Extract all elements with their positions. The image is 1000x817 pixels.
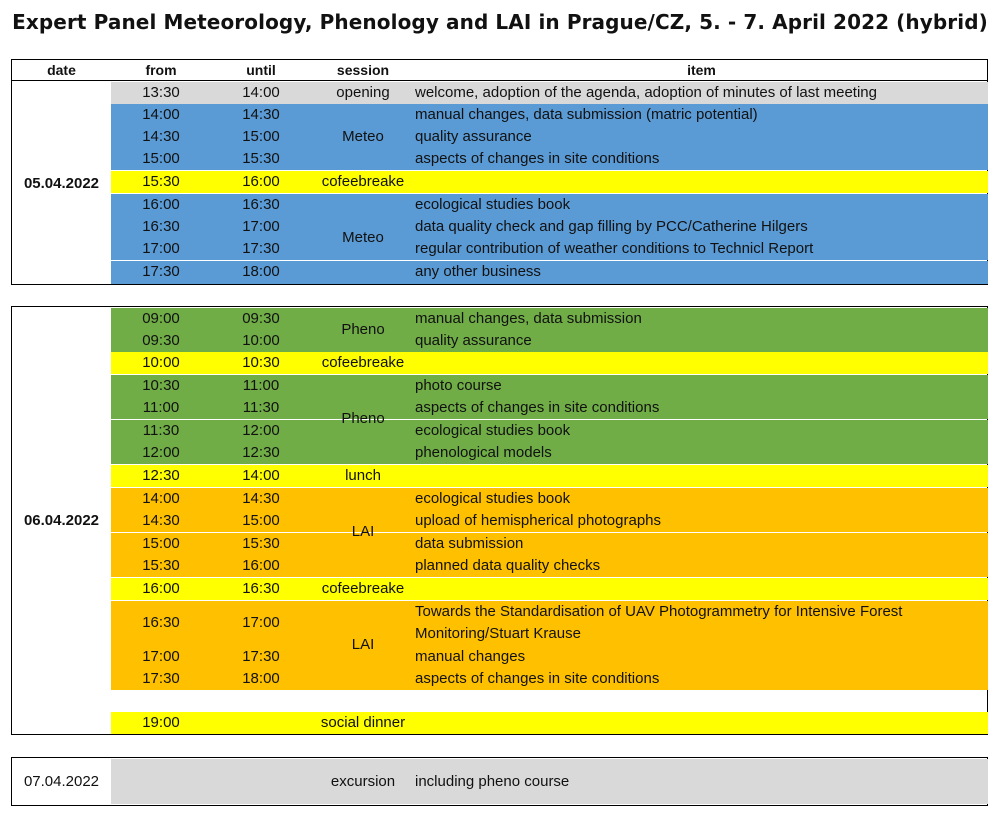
from-time: 14:30 (142, 512, 180, 529)
table-row (111, 465, 988, 487)
until-time: 16:30 (242, 580, 280, 597)
table-row (111, 330, 988, 352)
until-time: 15:00 (242, 128, 280, 145)
from-time: 14:00 (142, 106, 180, 123)
from-time: 10:30 (142, 377, 180, 394)
from-time: 09:00 (142, 310, 180, 327)
until-time: 17:00 (242, 614, 280, 631)
from-time: 16:30 (142, 218, 180, 235)
agenda-item: manual changes, data submission (matric potential) (415, 106, 758, 123)
from-time: 12:30 (142, 467, 180, 484)
from-time: 15:00 (142, 535, 180, 552)
agenda-item: welcome, adoption of the agenda, adoption of minutes of last meeting (415, 84, 877, 101)
agenda-item: manual changes (415, 648, 526, 665)
table-row (111, 308, 988, 330)
from-time: 14:30 (142, 128, 180, 145)
from-time: 19:00 (142, 714, 180, 731)
until-time: 09:30 (242, 310, 280, 327)
until-time: 18:00 (242, 670, 280, 687)
until-time: 16:00 (242, 173, 280, 190)
table-row (111, 420, 988, 442)
session-label: excursion (330, 773, 396, 790)
table-row (111, 397, 988, 419)
table-row (111, 126, 988, 148)
day1-block (11, 80, 988, 285)
until-time: 15:30 (242, 150, 280, 167)
table-row (111, 194, 988, 216)
day2-date: 06.04.2022 (23, 512, 100, 529)
table-row (111, 442, 988, 464)
table-row (111, 104, 988, 126)
agenda-item-continued: Monitoring/Stuart Krause (415, 625, 581, 642)
day3-date: 07.04.2022 (23, 773, 100, 790)
session-label: Pheno (341, 321, 385, 338)
header-until: until (246, 62, 276, 78)
session-label: LAI (351, 523, 375, 540)
agenda-item: aspects of changes in site conditions (415, 670, 660, 687)
header-item: item (687, 62, 716, 78)
until-time: 17:00 (242, 218, 280, 235)
agenda-item: any other business (415, 263, 541, 280)
table-row (111, 238, 988, 260)
from-time: 15:00 (142, 150, 180, 167)
day1-date: 05.04.2022 (23, 175, 100, 192)
table-row (111, 148, 988, 170)
until-time: 14:00 (242, 467, 280, 484)
agenda-item: upload of hemispherical photographs (415, 512, 661, 529)
agenda-item: ecological studies book (415, 196, 571, 213)
from-time: 16:00 (142, 580, 180, 597)
agenda-item: data submission (415, 535, 524, 552)
agenda-item: Towards the Standardisation of UAV Photogrammetry for Intensive Forest (415, 603, 903, 620)
session-label: Meteo (342, 128, 384, 145)
until-time: 10:30 (242, 354, 280, 371)
from-time: 13:30 (142, 84, 180, 101)
from-time: 15:30 (142, 557, 180, 574)
table-row (111, 646, 988, 668)
until-time: 16:30 (242, 196, 280, 213)
session-label: lunch (345, 467, 381, 484)
until-time: 18:00 (242, 263, 280, 280)
session-label: cofeebreake (321, 173, 405, 190)
from-time: 17:30 (142, 670, 180, 687)
agenda-item: phenological models (415, 444, 552, 461)
agenda-item: ecological studies book (415, 490, 571, 507)
from-time: 11:00 (142, 399, 180, 416)
agenda-item: aspects of changes in site conditions (415, 150, 660, 167)
table-row (111, 555, 988, 577)
until-time: 15:00 (242, 512, 280, 529)
table-row (111, 712, 988, 734)
until-time: 12:30 (242, 444, 280, 461)
table-row (111, 601, 988, 646)
until-time: 11:30 (242, 399, 280, 416)
until-time: 11:00 (242, 377, 280, 394)
until-time: 10:00 (242, 332, 280, 349)
from-time: 14:00 (142, 490, 180, 507)
table-row (111, 216, 988, 238)
from-time: 16:30 (142, 614, 180, 631)
agenda-item: photo course (415, 377, 502, 394)
table-row (111, 578, 988, 600)
table-row (111, 668, 988, 690)
session-label: Meteo (342, 229, 384, 246)
header-from: from (145, 62, 177, 78)
agenda-item: aspects of changes in site conditions (415, 399, 660, 416)
session-label: opening (336, 84, 390, 101)
until-time: 15:30 (242, 535, 280, 552)
agenda-item: regular contribution of weather conditions to Technicl Report (415, 240, 814, 257)
header-row (11, 59, 988, 81)
table-row (111, 352, 988, 374)
from-time: 16:00 (142, 196, 180, 213)
from-time: 15:30 (142, 173, 180, 190)
day2-block (11, 306, 988, 735)
from-time: 09:30 (142, 332, 180, 349)
agenda-item: ecological studies book (415, 422, 571, 439)
day3-block (11, 757, 988, 806)
table-row (111, 533, 988, 555)
from-time: 17:30 (142, 263, 180, 280)
until-time: 17:30 (242, 240, 280, 257)
agenda-item: quality assurance (415, 128, 532, 145)
table-row (111, 759, 988, 804)
agenda-item: including pheno course (415, 773, 570, 790)
until-time: 16:00 (242, 557, 280, 574)
from-time: 17:00 (142, 240, 180, 257)
session-label: LAI (351, 636, 375, 653)
until-time: 12:00 (242, 422, 280, 439)
agenda-item: data quality check and gap filling by PCC/Catherine Hilgers (415, 218, 808, 235)
agenda-item: planned data quality checks (415, 557, 601, 574)
header-date: date (47, 62, 76, 78)
table-row (111, 82, 988, 104)
until-time: 14:00 (242, 84, 280, 101)
table-row (111, 488, 988, 510)
session-label: social dinner (320, 714, 406, 731)
agenda-item: manual changes, data submission (415, 310, 642, 327)
table-row (111, 171, 988, 193)
from-time: 11:30 (142, 422, 180, 439)
header-session: session (336, 62, 390, 78)
until-time: 14:30 (242, 490, 280, 507)
agenda-item: quality assurance (415, 332, 532, 349)
from-time: 10:00 (142, 354, 180, 371)
until-time: 14:30 (242, 106, 280, 123)
table-row (111, 510, 988, 532)
table-row (111, 375, 988, 397)
from-time: 12:00 (142, 444, 180, 461)
from-time: 17:00 (142, 648, 180, 665)
table-row (111, 261, 988, 284)
session-label: cofeebreake (321, 354, 405, 371)
until-time: 17:30 (242, 648, 280, 665)
session-label: Pheno (341, 410, 385, 427)
session-label: cofeebreake (321, 580, 405, 597)
page-title: Expert Panel Meteorology, Phenology and LAI in Prague/CZ, 5. - 7. April 2022 (hybrid) (12, 10, 988, 34)
